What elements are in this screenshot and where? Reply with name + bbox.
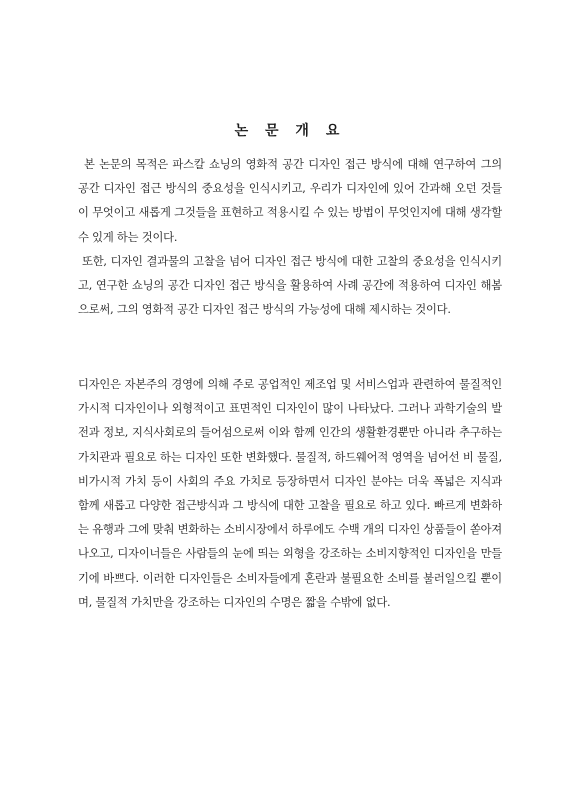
body-section	[78, 373, 502, 615]
abstract-paragraph-2: 또한, 디자인 결과물의 고찰을 넘어 디자인 접근 방식에 대한 고찰의 중요성을 인식시키고, 연구한 쇼닝의 공간 디자인 접근 방식을 활용하여 사례 공간에 적용하여 디자인 해봄으로써, 그의 영화적 공간 디자인 접근 방식의 가능성에 대해 제시하는 것이다.	[78, 254, 502, 317]
abstract-paragraph-1: 본 논문의 목적은 파스칼 쇼닝의 영화적 공간 디자인 접근 방식에 대해 연구하여 그의 공간 디자인 접근 방식의 중요성을 인식시키고, 우리가 디자인에 있어 간과해 오던 것들이 무엇이고 새롭게 그것들을 표현하고 적용시킬 수 있는 방법이 무엇인지에 대해 생각할 수 있게 하는 것이다.	[78, 158, 502, 244]
abstract-title: 논 문 개 요	[234, 123, 346, 139]
body-paragraph: 디자인은 자본주의 경영에 의해 주로 공업적인 제조업 및 서비스업과 관련하여 물질적인 가시적 디자인이나 외형적이고 표면적인 디자인이 많이 나타났다. 그러나 과학기술의 발전과 정보, 지식사회로의 들어섬으로써 이와 함께 인간의 생활환경뿐만 아니라 추구하는 가치관과 필요로 하는 디자인 또한 변화했다. 물질적, 하드웨어적 영역을 넘어선 비 물질, 비가시적 가치 등이 사회의 주요 가치로 등장하면서 디자인 분야는 더욱 폭넓은 지식과 함께 새롭고 다양한 접근방식과 그 방식에 대한 고찰을 필요로 하고 있다. 빠르게 변화하는 유행과 그에 맞춰 변화하는 소비시장에서 하루에도 수백 개의 디자인 상품들이 쏟아져 나오고, 디자이너들은 사람들의 눈에 띄는 외형을 강조하는 소비지향적인 디자인을 만들기에 바쁘다. 이러한 디자인들은 소비자들에게 혼란과 불필요한 소비를 불러일으킬 뿐이며, 물질적 가치만을 강조하는 디자인의 수명은 짧을 수밖에 없다.	[78, 378, 502, 609]
abstract-section	[78, 153, 502, 322]
